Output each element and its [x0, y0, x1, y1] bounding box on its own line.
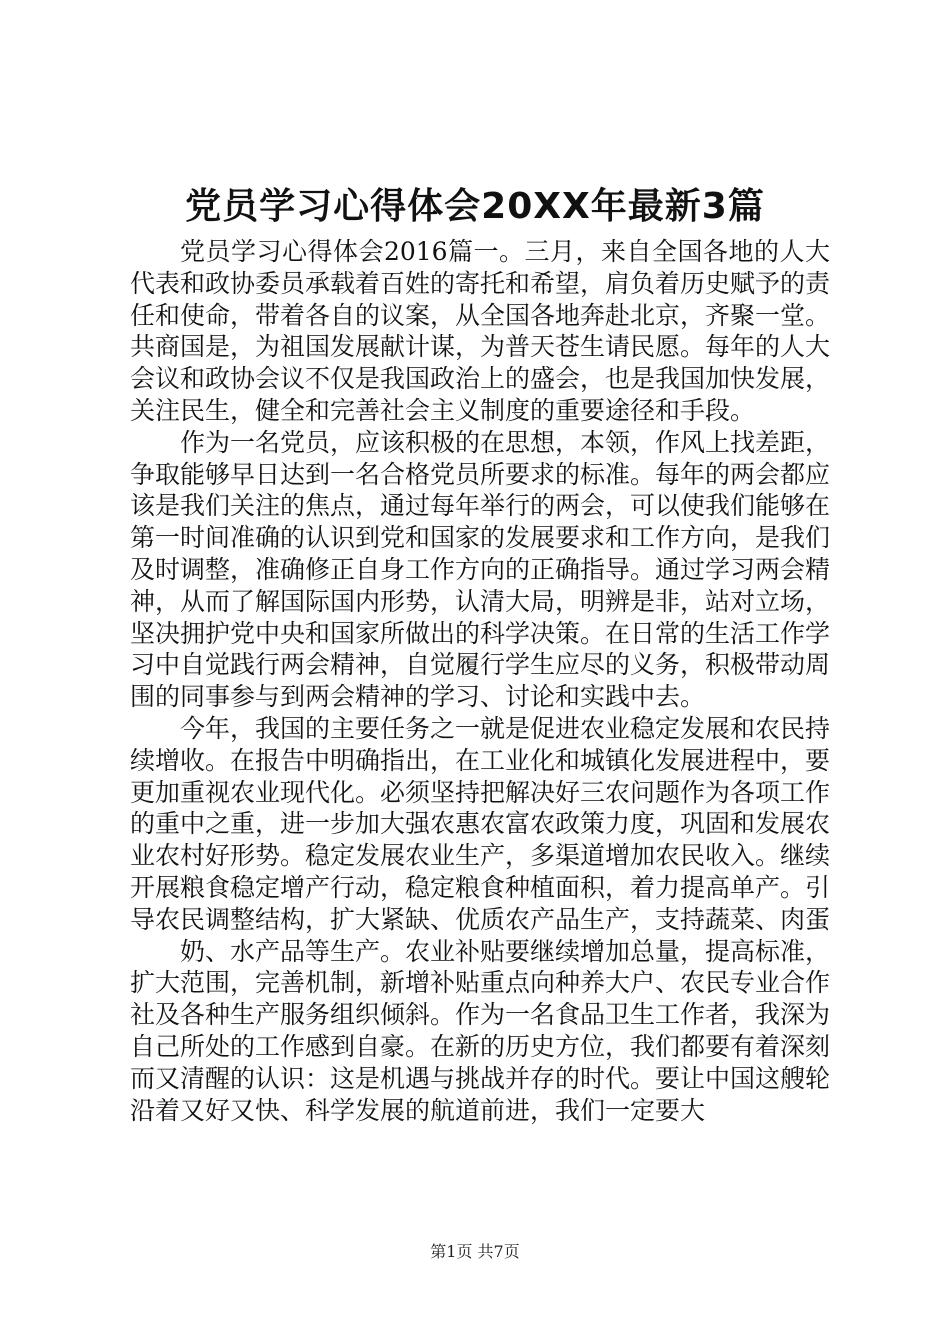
paragraph-3: 今年，我国的主要任务之一就是促进农业稳定发展和农民持续增收。在报告中明确指出，在工业化和城镇化发展进程中，要更加重视农业现代化。必须坚持把解决好三农问题作为各项工作的重中之重，进一步加大强农惠农富农政策力度，巩固和发展农业农村好形势。稳定发展农业生产，多渠道增加农民收入。继续开展粮食稳定增产行动，稳定粮食种植面积，着力提高单产。引导农民调整结构，扩大紧缺、优质农产品生产，支持蔬菜、肉蛋: [130, 713, 831, 934]
document-title: 党员学习心得体会20XX年最新3篇: [185, 186, 765, 228]
paragraph-2: 作为一名党员，应该积极的在思想，本领，作风上找差距，争取能够早日达到一名合格党员所要求的标准。每年的两会都应该是我们关注的焦点，通过每年举行的两会，可以使我们能够在第一时间准确的认识到党和国家的发展要求和工作方向，是我们及时调整，准确修正自身工作方向的正确指导。通过学习两会精神，从而了解国际国内形势，认清大局，明辨是非，站对立场，坚决拥护党中央和国家所做出的科学决策。在日常的生活工作学习中自觉践行两会精神，自觉履行学生应尽的义务，积极带动周围的同事参与到两会精神的学习、讨论和实践中去。: [130, 427, 831, 712]
document-body: [130, 236, 830, 1126]
paragraph-1: 党员学习心得体会2016篇一。三月，来自全国各地的人大代表和政协委员承载着百姓的寄托和希望，肩负着历史赋予的责任和使命，带着各自的议案，从全国各地奔赴北京，齐聚一堂。共商国是，为祖国发展献计谋，为普天苍生请民愿。每年的人大会议和政协会议不仅是我国政治上的盛会，也是我国加快发展，关注民生，健全和完善社会主义制度的重要途径和手段。: [130, 237, 831, 425]
page-footer: 第1页 共7页: [430, 1242, 520, 1261]
paragraph-4: 奶、水产品等生产。农业补贴要继续增加总量，提高标准，扩大范围，完善机制，新增补贴重点向种养大户、农民专业合作社及各种生产服务组织倾斜。作为一名食品卫生工作者，我深为自己所处的工作感到自豪。在新的历史方位，我们都要有着深刻而又清醒的认识：这是机遇与挑战并存的时代。要让中国这艘轮沿着又好又快、科学发展的航道前进，我们一定要大: [130, 936, 831, 1125]
